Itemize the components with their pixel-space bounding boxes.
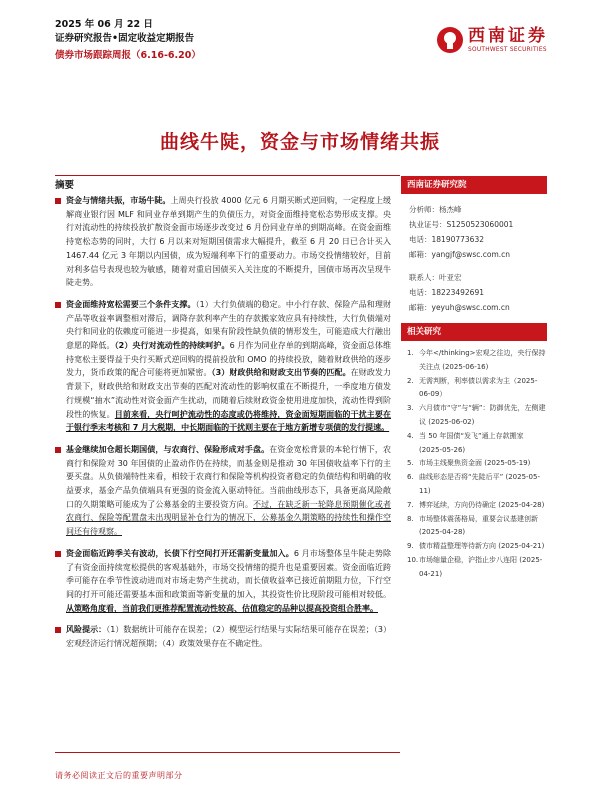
related-research-heading: 相关研究 (401, 323, 547, 341)
square-bullet-icon (55, 447, 61, 453)
paragraph-text: 6 月市场整体呈牛陡走势除了有资金面持续宽松提供的客观基础外，市场交投情绪的提升也是重要因素。资金面临近跨季可能存在季节性波动进而对市场走势产生扰动，而长债收益率已接近前期阻力位，下行空间的打开可能还需要基本面和政策面等新变量的加入，其投资性价比现阶段可能相对较低。 (66, 548, 392, 599)
logo-icon (437, 27, 463, 53)
report-date: 2025 年 06 月 22 日 (55, 19, 153, 30)
report-series: 债券市场跟踪周报（6.16-6.20） (55, 50, 201, 61)
related-item[interactable]: 5. 市场主线聚焦资金面 (2025-05-19) (407, 459, 531, 468)
paragraph-lead: 风险提示： (66, 625, 107, 635)
report-title: 曲线牛陡，资金与市场情绪共振 (159, 131, 440, 153)
paragraph-lead: 基金继续加仓超长期国债，与农商行、保险形成对手盘。 (66, 444, 270, 454)
divider-top (55, 175, 400, 176)
paragraph-text: 在财政发力背景下，财政供给和财政支出节奏的匹配对流动性的影响权重在不断提升，一季度地方债发行规模“抽水”流动性对资金面产生扰动，而随着后续财政资金使用进度加快，流动性得到阶段性的恢复。 (66, 368, 391, 419)
square-bullet-icon (55, 551, 61, 557)
logo-text (468, 26, 548, 54)
related-item[interactable]: 9. 债市精益整理等待新方向 (2025-04-21) (407, 542, 545, 551)
contact-email[interactable]: 邮箱：yeyuh@swsc.com.cn (409, 303, 510, 312)
square-bullet-icon (55, 198, 61, 204)
analyst-email[interactable]: 邮箱：yangjf@swsc.com.cn (409, 250, 511, 259)
paragraph-emphasis: （3）财政供给和财政支出节奏的匹配。 (211, 368, 351, 378)
footer-disclaimer: 请务必阅读正文后的重要声明部分 (55, 771, 183, 780)
paragraph-underline: 不过，在缺乏新一轮降息预期催化或者农商行、保险等配置盘未出现明显补仓行为的情况下，公募基金久期策略的持续性和操作空间还有待观察。 (66, 499, 392, 537)
related-item[interactable]: 3. 六月债市“守”与“辆”：防御优先，左侧建议 (2025-06-02) (407, 404, 546, 426)
logo-name-cn: 西南证券 (468, 26, 548, 46)
paragraph-underline-emphasis: 从策略角度看，当前我们更推荐配置流动性较高、估值稳定的品种以提高投资组合胜率。 (66, 603, 378, 613)
analyst-contact (401, 202, 547, 315)
institute-heading: 西南证券研究院 (401, 176, 547, 194)
report-type: 证券研究报告•固定收益定期报告 (55, 33, 195, 44)
analyst-phone: 电话：18190773632 (409, 235, 484, 244)
paragraph-text: 在资金宽松背景的本轮行情下，农商行和保险对 30 年国债的止盈动作仍在持续，而基金则是推动 30 年国债收益率下行的主要买盘。从负债端特性来看，相较于农商行和保险等机构投资者稳定的负债结构和明确的收益要求，基金产品负债端具有更强的资金流入驱动特征。当前曲线形态下，具备更高风险敞口的久期策略可能成为了公募基金的主要投资方向。 (66, 444, 391, 509)
related-research-list (401, 347, 547, 582)
related-item[interactable]: 8. 市场整体震荡格局，重要会议基建创新 (2025-04-28) (407, 514, 538, 537)
abstract-paragraph-4 (55, 547, 391, 616)
abstract-paragraph-2 (55, 298, 391, 435)
paragraph-text: 6 月作为同业存单的到期高峰，资金面总体维持宽松主要得益于央行买断式逆回购的提前投放和 OMO 的持续投放，随着财政供给的逐步发力，货币政策的配合可能将更加紧密。 (66, 341, 391, 378)
related-item[interactable]: 1. 今年</thinking>宏观之往边，央行保持关注点 (2025-06-16) (407, 349, 546, 371)
abstract-paragraph-risk (55, 623, 391, 650)
contact-name: 联系人：叶亚宏 (409, 273, 462, 282)
analyst-cert: 执业证号：S1250523060001 (409, 220, 514, 229)
paragraph-underline-emphasis: 目前来看，央行呵护流动性的态度或仍将维持，资金面短期面临的干扰主要在于银行季末考核和 7 月大税期，中长期面临的干扰则主要在于地方新增专项债的发行提速。 (66, 409, 392, 433)
related-item[interactable]: 6. 曲线形态是否将“先陡后平” (2025-05-11) (407, 473, 540, 495)
related-item[interactable]: 2. 无需判断，利率债以需求为主（2025-06-09） (407, 376, 538, 399)
paragraph-emphasis: （2）央行对流动性的持续呵护。 (114, 341, 230, 351)
abstract-paragraph-1 (55, 194, 391, 290)
contact-phone: 电话：18223492691 (409, 288, 484, 297)
report-header (55, 18, 201, 64)
abstract-body (55, 194, 391, 659)
related-item[interactable]: 4. 当 50 年国债“发飞”通上存款搬家 (2025-05-26) (407, 431, 524, 454)
paragraph-text: （1）数据统计可能存在误差；（2）模型运行结果与实际结果可能存在误差；（3）宏观经济运行情况超预期；（4）政策效果存在不确定性。 (66, 625, 391, 649)
abstract-paragraph-3 (55, 443, 391, 539)
logo-name-en: SOUTHWEST SECURITIES (468, 47, 547, 53)
paragraph-lead: 资金与情绪共振，市场牛陡。 (66, 196, 171, 205)
analyst-name: 分析师：杨杰峰 (409, 205, 462, 214)
paragraph-lead: 资金面临近跨季关有波动，长债下行空间打开还需新变量加入。 (66, 548, 294, 558)
related-item[interactable]: 7. 博弈延续，方向仍待确定 (2025-04-28) (407, 500, 545, 509)
square-bullet-icon (55, 302, 61, 308)
sidebar (401, 176, 547, 582)
square-bullet-icon (55, 627, 61, 633)
divider-bottom (55, 752, 400, 753)
paragraph-text: （1）大行负债端的稳定。中小行存款、保险产品和理财产品等收益率调整相对滞后，调降存款利率产生的存款搬家效应具有持续性，大行负债端对央行和同业的依赖度可能进一步提高，如果有阶段性缺负债的情形发生，可能造成大行融出意愿的降低。 (66, 299, 391, 351)
related-item[interactable]: 10. 市场缩量企稳，沪指止步八连阳 (2025-04-21) (407, 555, 543, 578)
paragraph-lead: 资金面维持宽松需要三个条件支撑。 (66, 299, 196, 309)
paragraph-text: 上周央行投放 4000 亿元 6 月期买断式逆回购，一定程度上缓解商业银行因 MLF 和同业存单到期产生的负债压力，对资金面维持宽松态势形成支撑。央行对流动性的持续投放扩散资金面市场逐步改变过 6 月份同业存单的到期高峰。在资金面维持宽松态势的同时，大行 6 月以来对短期国债需求大幅提升，截至 6 月 20 日已合计买入 1467.44 亿元 3 年期以内国债，成为短端利率下行的重要动力。市场交投情绪较好，目前对利多信号表现也较为敏感，随着对重启国债买入关注度的不断提升，国债市场再次呈现牛陡走势。 (66, 196, 392, 288)
company-logo (437, 26, 548, 54)
abstract-heading: 摘要 (55, 180, 75, 191)
